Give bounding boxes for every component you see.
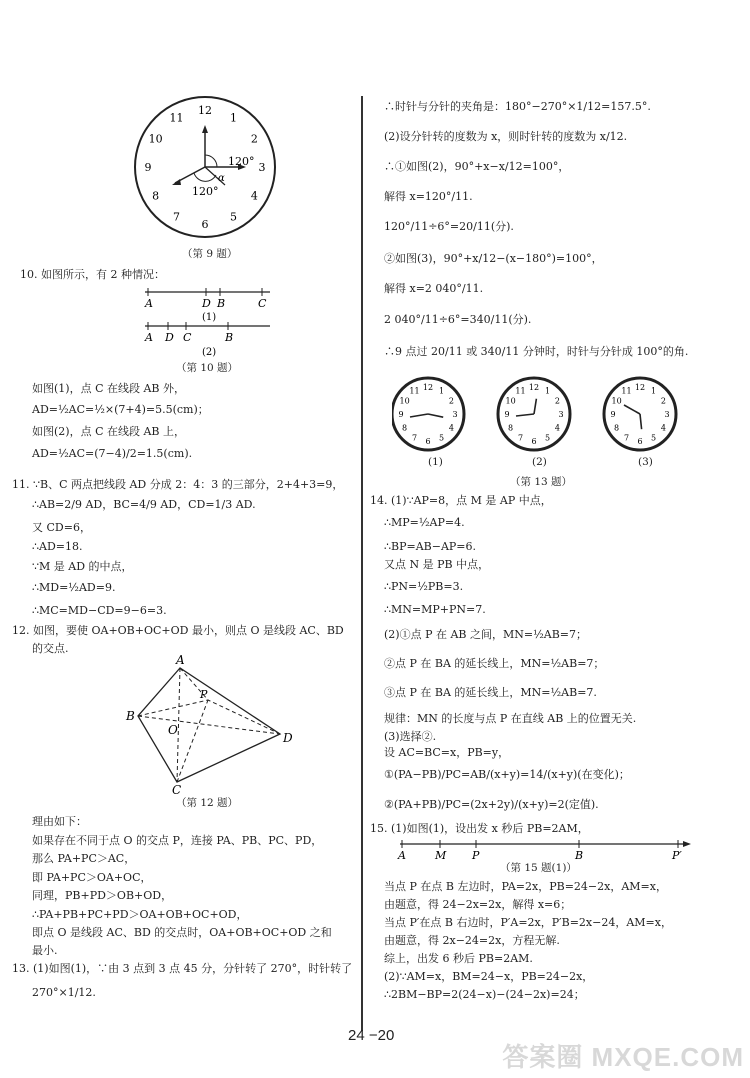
q14-line-9: ③点 P 在 BA 的延长线上，MN=½AB=7.: [384, 686, 597, 699]
clock9-numeral: 11: [169, 111, 184, 125]
fig15-label-b: B: [575, 849, 584, 862]
q15-line-5: 综上，出发 6 秒后 PB=2AM.: [384, 952, 533, 965]
q13-right-line-9: ∴9 点过 20/11 或 340/11 分钟时，时针与分针成 100°的角.: [384, 345, 689, 358]
q14-line-11: (3)选择②.: [384, 730, 437, 743]
clock13-numeral: 3: [664, 410, 670, 419]
clock-label-3: (3): [638, 456, 653, 468]
q15-line-1: 当点 P 在点 B 左边时，PA=2x，PB=24−2x，AM=x，: [384, 880, 667, 893]
q14-line-13: ①(PA−PB)/PC=AB/(x+y)=14/(x+y)(在变化)；: [384, 768, 630, 781]
fig10-2-label-a: A: [145, 331, 153, 344]
q15-line-4: 由题意，得 2x−24=2x，方程无解.: [384, 934, 560, 947]
clock13-hand: [624, 405, 640, 414]
clock13-numeral: 7: [411, 433, 418, 443]
clock13-hand: [534, 399, 536, 414]
clock13-numeral: 1: [544, 386, 551, 396]
clock13-numeral: 8: [508, 423, 514, 433]
clock13-numeral: 5: [544, 433, 551, 443]
q10-line-4: AD=½AC=(7−4)/2=1.5(cm).: [32, 447, 193, 460]
fig12-label-o: O: [168, 723, 178, 737]
clock13-numeral: 6: [531, 437, 537, 446]
q14-line-3: ∴BP=AB−AP=6.: [384, 540, 477, 553]
q10-intro: 10. 如图所示，有 2 种情况：: [20, 268, 165, 281]
q12-reason-5: 同理，PB+PD＞OB+OD，: [32, 889, 173, 902]
fig10-cap2: (2): [202, 347, 217, 358]
q14-line-8: ②点 P 在 BA 的延长线上，MN=½AB=7；: [384, 657, 605, 670]
fig15-label-p: P: [472, 849, 480, 862]
clock13-numeral: 7: [623, 433, 630, 443]
clock9-numeral: 5: [230, 210, 237, 224]
q14-line-7: (2)①点 P 在 AB 之间，MN=½AB=7；: [384, 628, 588, 641]
clock13-numeral: 2: [448, 396, 454, 406]
caption-fig9: （第 9 题）: [182, 248, 238, 260]
clock9-numeral: 1: [230, 111, 237, 125]
q13-right-line-6: ②如图(3)，90°+x/12−(x−180°)=100°，: [384, 252, 603, 265]
fig12-label-d: D: [283, 731, 293, 745]
fig12-label-p: P: [200, 688, 208, 701]
clock13-numeral: 6: [637, 437, 643, 446]
q10-line-1: 如图(1)，点 C 在线段 AB 外，: [32, 382, 186, 395]
clock13-numeral: 8: [402, 423, 408, 433]
clock9-numeral: 4: [250, 189, 258, 203]
q15-line-2: 由题意，得 24−2x=2x，解得 x=6；: [384, 898, 572, 911]
fig15-label-p-prime: P′: [672, 849, 682, 862]
q13-right-line-3: ∴①如图(2)，90°+x−x/12=100°，: [384, 160, 570, 173]
q12-reason-1: 理由如下：: [32, 815, 87, 828]
q13-right-line-2: (2)设分针转的度数为 x，则时针转的度数为 x/12.: [384, 130, 628, 143]
clock13-numeral: 6: [425, 437, 431, 446]
clock13-hand: [516, 414, 534, 416]
left-column: [0, 0, 358, 1078]
q11-line-6: ∴MD=½AD=9.: [32, 581, 116, 594]
clock13-numeral: 12: [422, 383, 434, 392]
fig15-label-a: A: [398, 849, 406, 862]
alpha-label: α: [218, 173, 225, 184]
q11-line-7: ∴MC=MD−CD=9−6=3.: [32, 604, 167, 617]
clock13-hand: [428, 414, 443, 417]
q15-line-3: 当点 P′在点 B 右边时，P′A=2x，P′B=2x−24，AM=x，: [384, 916, 672, 929]
q11-line-1: 11. ∵B、C 两点把线段 AD 分成 2：4：3 的三部分，2+4+3=9，: [12, 478, 344, 491]
fig12-label-a: A: [176, 653, 185, 667]
clock13-hand: [410, 414, 428, 417]
q12-reason-4: 即 PA+PC＞OA+OC，: [32, 871, 152, 884]
clock13-numeral: 11: [409, 386, 420, 396]
clock13-numeral: 9: [398, 410, 404, 419]
clock13-numeral: 3: [452, 410, 458, 419]
fig10-1-label-a: A: [145, 297, 153, 310]
caption-fig13: （第 13 题）: [510, 476, 573, 488]
caption-fig15: （第 15 题(1)）: [500, 862, 577, 874]
clock-label-2: (2): [532, 456, 547, 468]
clock13-numeral: 4: [448, 423, 454, 433]
q12-line-1: 12. 如图，要使 OA+OB+OC+OD 最小，则点 O 是线段 AC、BD: [12, 624, 344, 637]
fig10-1-label-b: B: [217, 297, 226, 310]
q10-line-3: 如图(2)，点 C 在线段 AB 上，: [32, 425, 186, 438]
right-column: [370, 0, 750, 1078]
clock13-numeral: 4: [660, 423, 666, 433]
q13-line-1: 13. (1)如图(1)，∵由 3 点到 3 点 45 分，分针转了 270°，时针转了: [12, 962, 353, 975]
fig15-label-m: M: [435, 849, 447, 862]
fig10-2-label-c: C: [183, 331, 192, 344]
clock13-numeral: 11: [515, 386, 526, 396]
clock13-numeral: 12: [634, 383, 646, 392]
q15-line-6: (2)∵AM=x，BM=24−x，PB=24−2x，: [384, 970, 594, 983]
q12-reason-2: 如果存在不同于点 O 的交点 P，连接 PA、PB、PC、PD，: [32, 834, 323, 847]
segment-figure-10: [140, 282, 280, 362]
page-number: 24 −20: [348, 1027, 395, 1044]
caption-fig12: （第 12 题）: [176, 797, 239, 809]
fig12-label-c: C: [172, 783, 182, 794]
fig12-label-b: B: [126, 709, 135, 723]
q12-reason-6: ∴PA+PB+PC+PD＞OA+OB+OC+OD，: [32, 908, 248, 921]
q15-line-7: ∴2BM−BP=2(24−x)−(24−2x)=24；: [384, 988, 585, 1001]
clock-figure-9: [130, 95, 280, 245]
angle-label-bottom: 120°: [192, 185, 219, 198]
q14-line-4: 又点 N 是 PB 中点，: [384, 558, 490, 571]
clock13-numeral: 10: [611, 396, 622, 406]
q12-reason-7: 即点 O 是线段 AC、BD 的交点时，OA+OB+OC+OD 之和: [32, 926, 332, 939]
q13-right-line-7: 解得 x=2 040°/11.: [384, 282, 484, 295]
clock-label-1: (1): [428, 456, 443, 468]
clock9-numeral: 3: [258, 161, 266, 174]
clock13-numeral: 2: [660, 396, 666, 406]
q13-right-line-4: 解得 x=120°/11.: [384, 190, 473, 203]
q10-line-2: AD=½AC=½×(7+4)=5.5(cm)；: [32, 403, 209, 416]
q13-right-line-5: 120°/11÷6°=20/11(分).: [384, 220, 514, 233]
q14-line-6: ∴MN=MP+PN=7.: [384, 603, 486, 616]
q12-reason-8: 最小.: [32, 944, 58, 957]
q14-line-2: ∴MP=½AP=4.: [384, 516, 465, 529]
q13-right-line-8: 2 040°/11÷6°=340/11(分).: [384, 313, 532, 326]
clock9-numeral: 12: [198, 104, 212, 117]
fig10-2-label-d: D: [165, 331, 174, 344]
clock13-numeral: 1: [438, 386, 445, 396]
q13-line-2: 270°×1/12.: [32, 986, 96, 999]
clock13-numeral: 7: [517, 433, 524, 443]
clock9-numeral: 2: [250, 132, 258, 146]
q14-line-5: ∴PN=½PB=3.: [384, 580, 464, 593]
fig10-2-label-b: B: [225, 331, 234, 344]
q11-line-4: ∴AD=18.: [32, 540, 83, 553]
q14-line-1: 14. (1)∵AP=8，点 M 是 AP 中点，: [370, 494, 552, 507]
clocks-figure-13: [392, 368, 692, 468]
segment-figure-15: [396, 836, 696, 862]
clock9-numeral: 10: [148, 132, 163, 146]
fig10-cap1: (1): [202, 312, 217, 323]
column-divider: [361, 96, 363, 1031]
q11-line-5: ∵M 是 AD 的中点，: [32, 560, 133, 573]
watermark: 答案圈 MXQE.COM: [502, 1042, 744, 1072]
clock13-numeral: 12: [528, 383, 540, 392]
clock9-numeral: 6: [201, 218, 209, 231]
clock13-numeral: 11: [621, 386, 632, 396]
q12-line-2: 的交点.: [32, 642, 69, 655]
clock9-numeral: 7: [173, 210, 180, 224]
clock13-numeral: 10: [505, 396, 516, 406]
q14-line-12: 设 AC=BC=x，PB=y，: [384, 746, 510, 759]
clock13-numeral: 4: [554, 423, 560, 433]
q11-line-2: ∴AB=2/9 AD，BC=4/9 AD，CD=1/3 AD.: [32, 498, 256, 511]
q13-right-line-1: ∴时针与分针的夹角是：180°−270°×1/12=157.5°.: [384, 100, 651, 113]
clock13-numeral: 5: [438, 433, 445, 443]
clock13-numeral: 1: [650, 386, 657, 396]
clock9-numeral: 9: [144, 161, 152, 174]
angle-label-top: 120°: [228, 155, 255, 168]
fig10-1-label-d: D: [202, 297, 211, 310]
caption-fig10: （第 10 题）: [176, 362, 239, 374]
q11-line-3: 又 CD=6，: [32, 521, 91, 534]
q15-line-top: 15. (1)如图(1)，设出发 x 秒后 PB=2AM，: [370, 822, 589, 835]
clock13-numeral: 10: [399, 396, 410, 406]
clock9-numeral: 8: [152, 189, 160, 203]
clock13-numeral: 8: [614, 423, 620, 433]
quadrilateral-figure-12: [120, 652, 300, 794]
q14-line-10: 规律：MN 的长度与点 P 在直线 AB 上的位置无关.: [384, 712, 637, 725]
fig10-1-label-c: C: [258, 297, 267, 310]
clock13-numeral: 9: [504, 410, 510, 419]
q12-reason-3: 那么 PA+PC＞AC，: [32, 852, 136, 865]
clock13-numeral: 5: [650, 433, 657, 443]
clock13-hand: [640, 414, 642, 429]
q14-line-14: ②(PA+PB)/PC=(2x+2y)/(x+y)=2(定值).: [384, 798, 599, 811]
clock13-numeral: 9: [610, 410, 616, 419]
clock13-numeral: 2: [554, 396, 560, 406]
clock13-numeral: 3: [558, 410, 564, 419]
